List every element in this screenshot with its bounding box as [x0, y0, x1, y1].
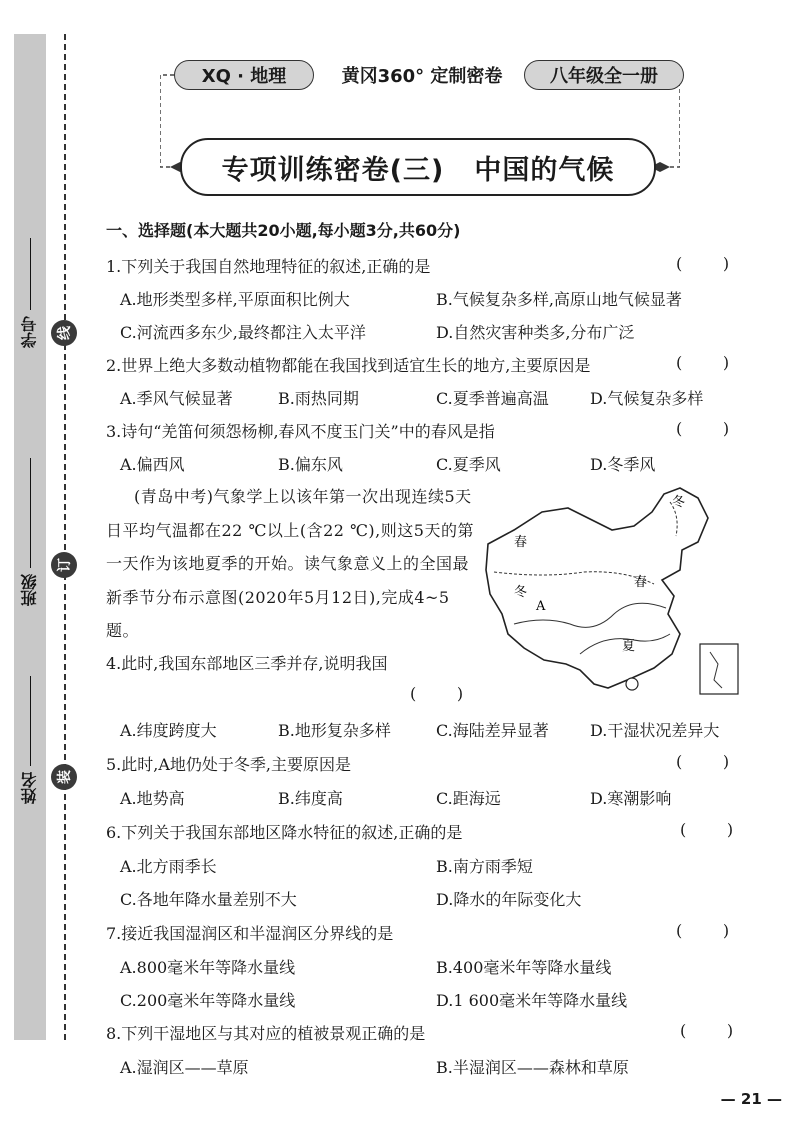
binding-circle-bind: 装 [51, 764, 77, 790]
q1-option-c[interactable]: C.河流西多东少,最终都注入太平洋 [120, 323, 366, 342]
q4-option-d[interactable]: D.干湿状况差异大 [590, 721, 720, 740]
binding-dashed-line [64, 34, 66, 1040]
map-label-winter-w: 冬 [514, 585, 528, 600]
q4-option-c[interactable]: C.海陆差异显著 [436, 721, 549, 740]
title-part-a: 专项训练密卷(三) [221, 154, 445, 186]
q2-option-a[interactable]: A.季风气候显著 [120, 389, 233, 408]
answer-paren[interactable]: ( ) [676, 419, 730, 438]
question-3-stem: 3.诗句“羌笛何须怨杨柳,春风不度玉门关”中的春风是指 [106, 422, 495, 441]
q2-option-c[interactable]: C.夏季普遍高温 [436, 389, 549, 408]
title-part-b: 中国的气候 [474, 154, 615, 186]
q6-option-a[interactable]: A.北方雨季长 [120, 857, 217, 876]
q3-option-d[interactable]: D.冬季风 [590, 455, 656, 474]
q6-option-d[interactable]: D.降水的年际变化大 [436, 890, 582, 909]
q7-option-a[interactable]: A.800毫米年等降水量线 [120, 958, 296, 977]
answer-paren[interactable]: ( ) [680, 1021, 734, 1040]
binding-label-class: 班级 [14, 452, 46, 606]
question-8-stem: 8.下列干湿地区与其对应的植被景观正确的是 [106, 1024, 426, 1043]
q4-option-b[interactable]: B.地形复杂多样 [278, 721, 391, 740]
answer-paren[interactable]: ( ) [676, 254, 730, 273]
section-title: 一、选择题(本大题共20小题,每小题3分,共60分) [106, 221, 461, 240]
answer-paren[interactable]: ( ) [680, 820, 734, 839]
binding-circle-staple: 订 [51, 552, 77, 578]
answer-paren[interactable]: ( ) [676, 752, 730, 771]
binding-circle-line: 线 [51, 320, 77, 346]
q7-option-d[interactable]: D.1 600毫米年等降水量线 [436, 991, 628, 1010]
binding-label-name: 姓名 [14, 670, 46, 804]
question-6-stem: 6.下列关于我国东部地区降水特征的叙述,正确的是 [106, 823, 463, 842]
q3-option-c[interactable]: C.夏季风 [436, 455, 501, 474]
map-label-winter-ne: 冬 [672, 495, 686, 510]
q6-option-c[interactable]: C.各地年降水量差别不大 [120, 890, 297, 909]
china-season-map [484, 484, 744, 704]
answer-paren[interactable]: ( ) [676, 353, 730, 372]
q3-option-a[interactable]: A.偏西风 [120, 455, 185, 474]
q8-option-a[interactable]: A.湿润区——草原 [120, 1058, 249, 1077]
q4-option-a[interactable]: A.纬度跨度大 [120, 721, 217, 740]
q7-option-b[interactable]: B.400毫米年等降水量线 [436, 958, 612, 977]
q3-option-b[interactable]: B.偏东风 [278, 455, 343, 474]
q6-option-b[interactable]: B.南方雨季短 [436, 857, 533, 876]
answer-paren[interactable]: ( ) [676, 921, 730, 940]
q8-option-b[interactable]: B.半湿润区——森林和草原 [436, 1058, 629, 1077]
q1-option-d[interactable]: D.自然灾害种类多,分布广泛 [436, 323, 635, 342]
q2-option-b[interactable]: B.雨热同期 [278, 389, 359, 408]
binding-label-student-id: 学号 [14, 232, 46, 348]
question-4-stem: 4.此时,我国东部地区三季并存,说明我国 [106, 654, 388, 673]
question-7-stem: 7.接近我国湿润区和半湿润区分界线的是 [106, 924, 394, 943]
q5-option-b[interactable]: B.纬度高 [278, 789, 343, 808]
q5-option-c[interactable]: C.距海远 [436, 789, 501, 808]
map-label-spring-nw: 春 [514, 535, 528, 550]
map-label-summer: 夏 [622, 639, 636, 654]
answer-paren[interactable]: ( ) [410, 684, 464, 703]
header-subject-pill: XQ · 地理 [174, 60, 314, 90]
q7-option-c[interactable]: C.200毫米年等降水量线 [120, 991, 296, 1010]
q1-option-b[interactable]: B.气候复杂多样,高原山地气候显著 [436, 290, 682, 309]
question-1-stem: 1.下列关于我国自然地理特征的叙述,正确的是 [106, 257, 431, 276]
q5-option-d[interactable]: D.寒潮影响 [590, 789, 672, 808]
question-5-stem: 5.此时,A地仍处于冬季,主要原因是 [106, 755, 351, 774]
q5-option-a[interactable]: A.地势高 [120, 789, 185, 808]
map-label-spring-e: 春 [634, 575, 648, 590]
q1-option-a[interactable]: A.地形类型多样,平原面积比例大 [120, 290, 350, 309]
q2-option-d[interactable]: D.气候复杂多样 [590, 389, 704, 408]
question-2-stem: 2.世界上绝大多数动植物都能在我国找到适宜生长的地方,主要原因是 [106, 356, 591, 375]
page-title [180, 138, 656, 196]
header-series: 黄冈360° 定制密卷 [341, 66, 503, 87]
passage-text: (青岛中考)气象学上以该年第一次出现连续5天日平均气温都在22 ℃以上(含22 ℃),则这5天的第一天作为该地夏季的开始。读气象意义上的全国最新季节分布示意图(2020年5月12日),完成4~5题。 [106, 487, 474, 640]
map-label-a: A [536, 599, 546, 614]
header-grade-pill: 八年级全一册 [524, 60, 684, 90]
page-number: — 21 — [720, 1090, 782, 1108]
